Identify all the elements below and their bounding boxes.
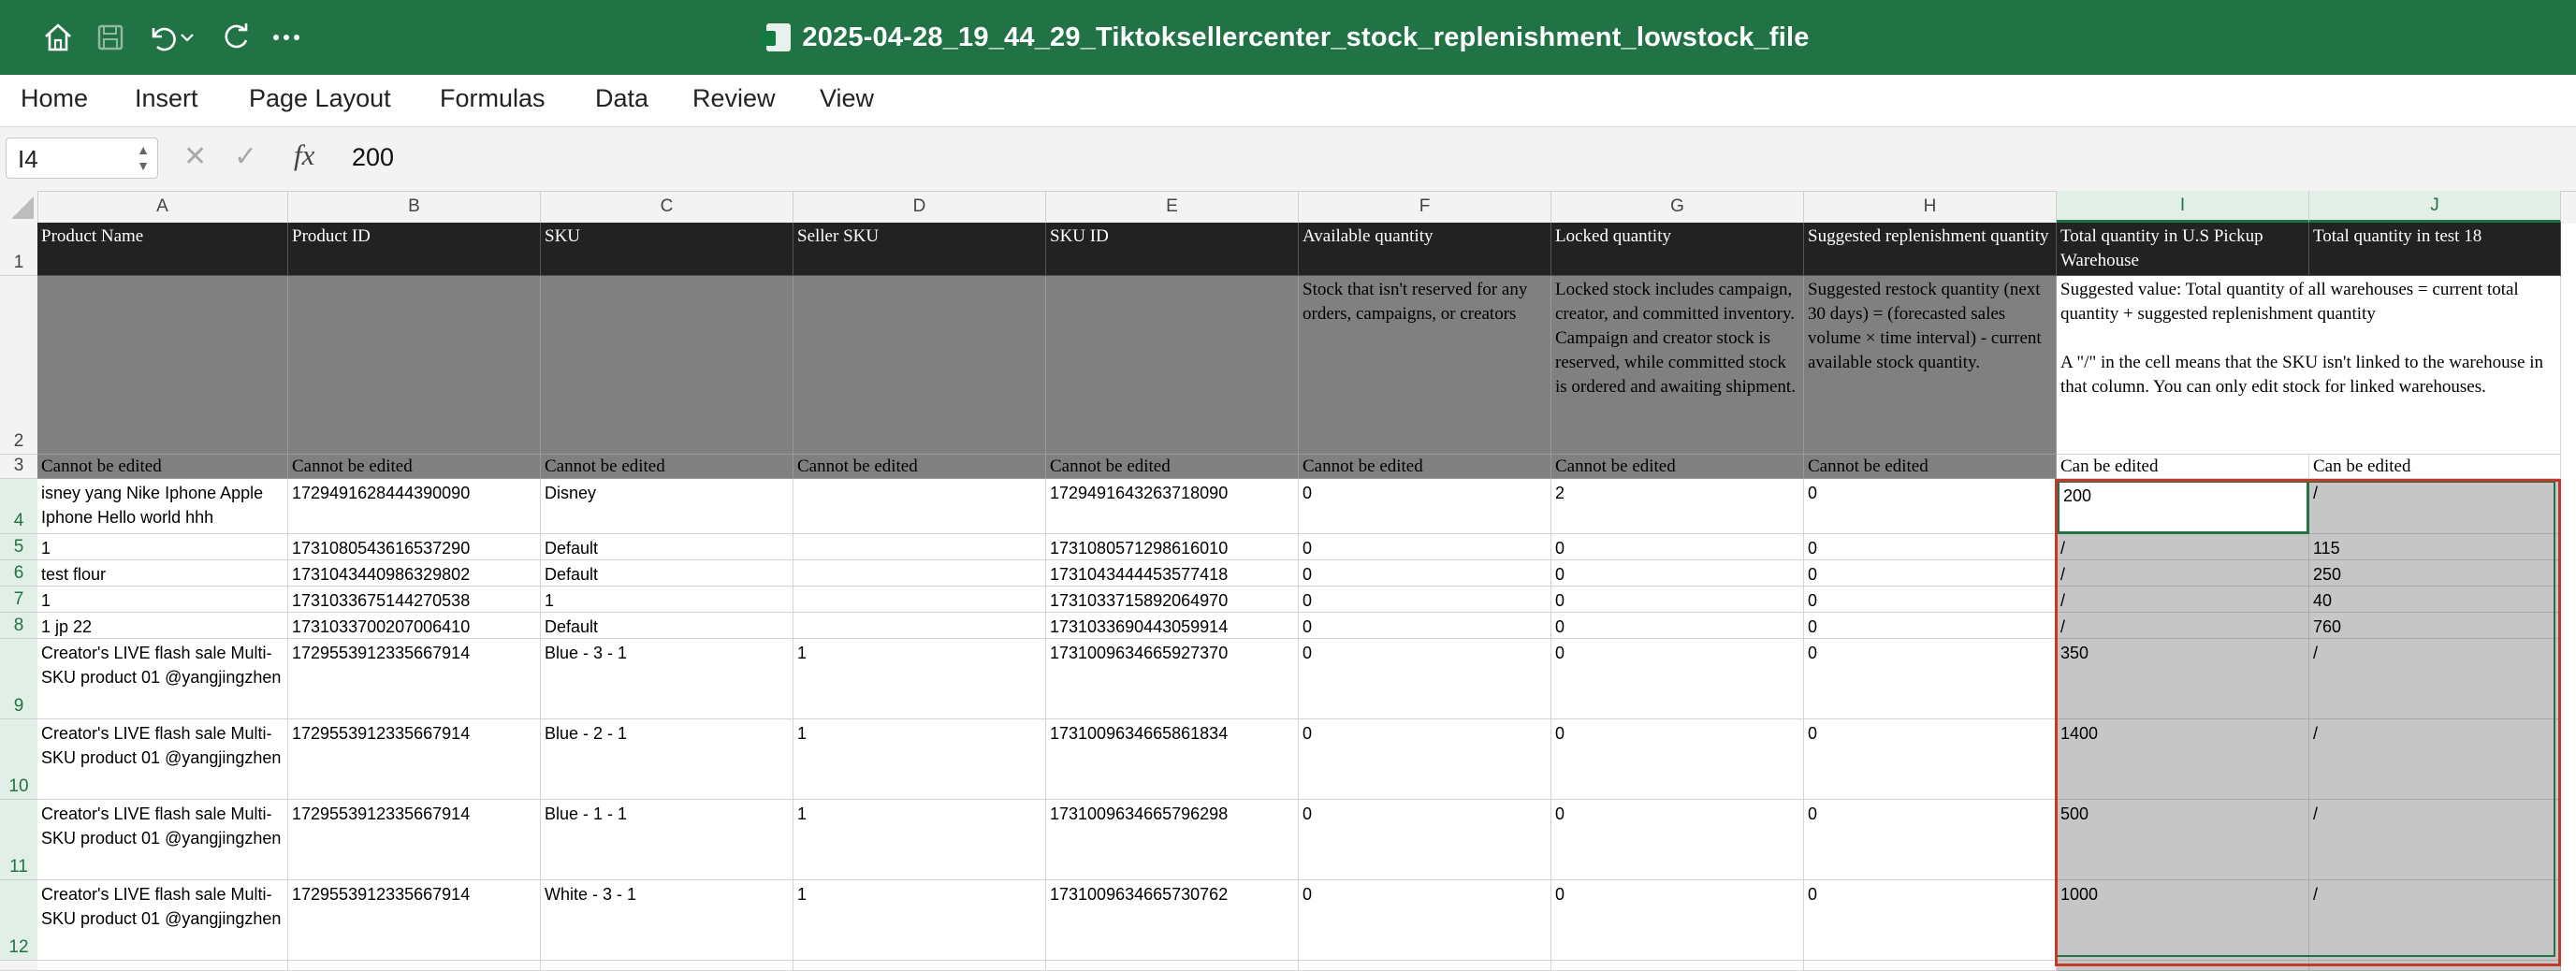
row-header-7[interactable]: 7: [0, 587, 37, 613]
cell-partial-row[interactable]: [793, 961, 1046, 971]
cell-seller-sku[interactable]: [793, 560, 1046, 587]
note-warehouse-line-1: Suggested value: Total quantity of all warehouses = current total quantity + suggested replenishment quantity: [2060, 280, 2519, 324]
cell-partial-row[interactable]: [288, 961, 541, 971]
cell-seller-sku[interactable]: [793, 479, 1046, 534]
cell-locked-qty[interactable]: 0: [1551, 639, 1804, 719]
cell-sku[interactable]: Default: [541, 613, 793, 639]
col-header-i[interactable]: I: [2057, 191, 2309, 223]
cell-product-name[interactable]: isney yang Nike Iphone Apple Iphone Hello world hhh: [37, 479, 288, 534]
cell-sku[interactable]: Default: [541, 534, 793, 560]
cell-suggested-qty[interactable]: 0: [1804, 534, 2057, 560]
cell-test-18-qty[interactable]: /: [2309, 479, 2561, 534]
cell-seller-sku[interactable]: [793, 534, 1046, 560]
cell-product-id[interactable]: 1731033675144270538: [288, 587, 541, 613]
col-header-e[interactable]: E: [1046, 191, 1299, 223]
cell-test-18-qty[interactable]: 250: [2309, 560, 2561, 587]
title-bar: [0, 0, 2576, 75]
tab-data[interactable]: Data: [595, 84, 649, 112]
note-suggested-replenishment[interactable]: Suggested restock quantity (next 30 days) = (forecasted sales volume × time interval) - current available stock quantity.: [1804, 276, 2057, 455]
cell-sku[interactable]: Blue - 1 - 1: [541, 800, 793, 880]
cell-available-qty[interactable]: 0: [1299, 534, 1551, 560]
cell-sku[interactable]: White - 3 - 1: [541, 880, 793, 961]
label-cannot-edit-e[interactable]: Cannot be edited: [1046, 455, 1299, 479]
cell-partial-row[interactable]: [1804, 961, 2057, 971]
cell-sku[interactable]: Blue - 3 - 1: [541, 639, 793, 719]
col-header-b[interactable]: B: [288, 191, 541, 223]
label-cannot-edit-c[interactable]: Cannot be edited: [541, 455, 793, 479]
name-box-spinner-icon[interactable]: ▲ ▼: [137, 142, 150, 173]
cell-seller-sku[interactable]: 1: [793, 719, 1046, 800]
label-can-edit-j[interactable]: Can be edited: [2309, 455, 2561, 479]
cell-suggested-qty[interactable]: 0: [1804, 613, 2057, 639]
cell-available-qty[interactable]: 0: [1299, 880, 1551, 961]
row-header-10[interactable]: 10: [0, 719, 37, 800]
row-header-11[interactable]: 11: [0, 800, 37, 880]
note-warehouse-line-2: A "/" in the cell means that the SKU isn't linked to the warehouse in that column. You can only edit stock for linked warehouses.: [2060, 353, 2544, 397]
note-cell-d[interactable]: [793, 276, 1046, 455]
cell-locked-qty[interactable]: 0: [1551, 560, 1804, 587]
cell-seller-sku[interactable]: [793, 613, 1046, 639]
window-title: [0, 0, 2576, 75]
header-sku-id[interactable]: SKU ID: [1046, 223, 1299, 276]
cell-product-id[interactable]: 1731043440986329802: [288, 560, 541, 587]
row-header-1[interactable]: 1: [0, 223, 37, 276]
cell-suggested-qty[interactable]: 0: [1804, 800, 2057, 880]
cell-locked-qty[interactable]: 0: [1551, 613, 1804, 639]
cell-us-pickup-qty[interactable]: 350: [2057, 639, 2309, 719]
function-icon[interactable]: fx: [294, 138, 315, 171]
tab-review[interactable]: Review: [692, 84, 776, 112]
cell-sku-id[interactable]: 1731033690443059914: [1046, 613, 1299, 639]
cell-seller-sku[interactable]: 1: [793, 880, 1046, 961]
header-sku[interactable]: SKU: [541, 223, 793, 276]
cell-suggested-qty[interactable]: 0: [1804, 880, 2057, 961]
cell-us-pickup-qty[interactable]: /: [2057, 587, 2309, 613]
cell-sku[interactable]: 1: [541, 587, 793, 613]
cell-test-18-qty[interactable]: /: [2309, 800, 2561, 880]
cell-sku[interactable]: Disney: [541, 479, 793, 534]
cell-product-id[interactable]: 1731080543616537290: [288, 534, 541, 560]
note-locked-quantity[interactable]: Locked stock includes campaign, creator, and committed inventory. Campaign and creator stock is reserved, while committed stock is ordered and awaiting shipment.: [1551, 276, 1804, 455]
cell-available-qty[interactable]: 0: [1299, 560, 1551, 587]
cell-us-pickup-qty[interactable]: 1000: [2057, 880, 2309, 961]
col-header-d[interactable]: D: [793, 191, 1046, 223]
note-cell-a[interactable]: [37, 276, 288, 455]
cell-product-name[interactable]: test flour: [37, 560, 288, 587]
active-cell-i4[interactable]: 200: [2057, 479, 2309, 534]
cell-test-18-qty[interactable]: 40: [2309, 587, 2561, 613]
cell-test-18-qty[interactable]: 760: [2309, 613, 2561, 639]
label-cannot-edit-g[interactable]: Cannot be edited: [1551, 455, 1804, 479]
cell-partial-row[interactable]: [37, 961, 288, 971]
cell-partial-row[interactable]: [1551, 961, 1804, 971]
cell-suggested-qty[interactable]: 0: [1804, 587, 2057, 613]
cell-partial-row[interactable]: [541, 961, 793, 971]
cell-product-id[interactable]: 1729553912335667914: [288, 880, 541, 961]
tab-formulas[interactable]: Formulas: [440, 84, 546, 112]
col-header-j[interactable]: J: [2309, 191, 2561, 223]
cell-sku[interactable]: Default: [541, 560, 793, 587]
excel-file-icon: [766, 23, 791, 51]
cell-test-18-qty[interactable]: 115: [2309, 534, 2561, 560]
file-name: 2025-04-28_19_44_29_Tiktoksellercenter_stock_replenishment_lowstock_file: [802, 22, 1810, 52]
name-box[interactable]: [6, 138, 158, 179]
cell-partial-row[interactable]: [1299, 961, 1551, 971]
ribbon-tabs: [0, 75, 2576, 127]
cell-sku-id[interactable]: 1731033715892064970: [1046, 587, 1299, 613]
tab-home[interactable]: Home: [21, 84, 89, 112]
cell-sku-id[interactable]: 1729491643263718090: [1046, 479, 1299, 534]
select-all-corner[interactable]: [0, 191, 38, 223]
tab-view[interactable]: View: [820, 84, 875, 112]
cell-available-qty[interactable]: 0: [1299, 719, 1551, 800]
cell-product-id[interactable]: 1729553912335667914: [288, 800, 541, 880]
cancel-icon[interactable]: ✕: [183, 141, 208, 172]
header-us-pickup-warehouse[interactable]: Total quantity in U.S Pickup Warehouse: [2057, 223, 2309, 276]
row-header-2[interactable]: 2: [0, 276, 37, 455]
cell-product-name[interactable]: 1: [37, 534, 288, 560]
cell-sku-id[interactable]: 1731009634665796298: [1046, 800, 1299, 880]
cell-sku-id[interactable]: 1731043444453577418: [1046, 560, 1299, 587]
header-test-18-warehouse[interactable]: Total quantity in test 18: [2309, 223, 2561, 276]
header-suggested-replenishment[interactable]: Suggested replenishment quantity: [1804, 223, 2057, 276]
header-product-name[interactable]: Product Name: [37, 223, 288, 276]
cell-product-id[interactable]: 1729553912335667914: [288, 719, 541, 800]
cell-available-qty[interactable]: 0: [1299, 639, 1551, 719]
col-header-c[interactable]: C: [541, 191, 793, 223]
cell-available-qty[interactable]: 0: [1299, 613, 1551, 639]
tab-page-layout[interactable]: Page Layout: [249, 84, 391, 112]
row-header-8[interactable]: 8: [0, 613, 37, 639]
row-header-6[interactable]: 6: [0, 560, 37, 587]
confirm-icon[interactable]: ✓: [234, 141, 258, 172]
cell-suggested-qty[interactable]: 0: [1804, 479, 2057, 534]
cell-seller-sku[interactable]: 1: [793, 800, 1046, 880]
cell-available-qty[interactable]: 0: [1299, 479, 1551, 534]
cell-product-name[interactable]: Creator's LIVE flash sale Multi-SKU product 01 @yangjingzhen: [37, 639, 288, 719]
name-box-value: I4: [18, 145, 38, 173]
note-available-quantity[interactable]: Stock that isn't reserved for any orders, campaigns, or creators: [1299, 276, 1551, 455]
cell-seller-sku[interactable]: [793, 587, 1046, 613]
row-header-12[interactable]: 12: [0, 880, 37, 961]
header-seller-sku[interactable]: Seller SKU: [793, 223, 1046, 276]
cell-test-18-qty[interactable]: /: [2309, 719, 2561, 800]
header-available-quantity[interactable]: Available quantity: [1299, 223, 1551, 276]
cell-sku-id[interactable]: 1731009634665730762: [1046, 880, 1299, 961]
cell-us-pickup-qty[interactable]: 1400: [2057, 719, 2309, 800]
cell-us-pickup-qty[interactable]: 500: [2057, 800, 2309, 880]
cell-locked-qty[interactable]: 0: [1551, 587, 1804, 613]
cell-locked-qty[interactable]: 0: [1551, 800, 1804, 880]
cell-partial-row[interactable]: [1046, 961, 1299, 971]
cell-sku-id[interactable]: 1731080571298616010: [1046, 534, 1299, 560]
formula-input[interactable]: 200: [352, 143, 395, 171]
row-header-3[interactable]: 3: [0, 455, 37, 479]
cell-sku[interactable]: Blue - 2 - 1: [541, 719, 793, 800]
cell-us-pickup-qty[interactable]: /: [2057, 613, 2309, 639]
cell-seller-sku[interactable]: 1: [793, 639, 1046, 719]
tab-insert[interactable]: Insert: [135, 84, 198, 112]
cell-partial-row[interactable]: [2057, 961, 2309, 971]
note-warehouse-instructions[interactable]: [2057, 276, 2561, 455]
col-header-a[interactable]: A: [37, 191, 288, 223]
cell-test-18-qty[interactable]: /: [2309, 880, 2561, 961]
label-can-edit-i[interactable]: Can be edited: [2057, 455, 2309, 479]
row-header-9[interactable]: 9: [0, 639, 37, 719]
cell-sku-id[interactable]: 1731009634665861834: [1046, 719, 1299, 800]
cell-suggested-qty[interactable]: 0: [1804, 560, 2057, 587]
label-cannot-edit-d[interactable]: Cannot be edited: [793, 455, 1046, 479]
cell-us-pickup-qty[interactable]: /: [2057, 534, 2309, 560]
cell-product-name[interactable]: Creator's LIVE flash sale Multi-SKU product 01 @yangjingzhen: [37, 719, 288, 800]
row-header-4[interactable]: 4: [0, 479, 37, 534]
label-cannot-edit-b[interactable]: Cannot be edited: [288, 455, 541, 479]
note-cell-c[interactable]: [541, 276, 793, 455]
cell-partial-row[interactable]: [2309, 961, 2561, 971]
col-header-h[interactable]: H: [1804, 191, 2057, 223]
col-header-f[interactable]: F: [1299, 191, 1551, 223]
cell-test-18-qty[interactable]: /: [2309, 639, 2561, 719]
col-header-g[interactable]: G: [1551, 191, 1804, 223]
row-header-partial[interactable]: [0, 961, 37, 971]
cell-product-id[interactable]: 1729553912335667914: [288, 639, 541, 719]
label-cannot-edit-f[interactable]: Cannot be edited: [1299, 455, 1551, 479]
header-product-id[interactable]: Product ID: [288, 223, 541, 276]
cell-product-name[interactable]: 1: [37, 587, 288, 613]
cell-locked-qty[interactable]: 0: [1551, 719, 1804, 800]
cell-locked-qty[interactable]: 2: [1551, 479, 1804, 534]
row-header-5[interactable]: 5: [0, 534, 37, 560]
cell-product-name[interactable]: 1 jp 22: [37, 613, 288, 639]
cell-product-id[interactable]: 1729491628444390090: [288, 479, 541, 534]
cell-product-id[interactable]: 1731033700207006410: [288, 613, 541, 639]
note-cell-b[interactable]: [288, 276, 541, 455]
cell-available-qty[interactable]: 0: [1299, 800, 1551, 880]
header-locked-quantity[interactable]: Locked quantity: [1551, 223, 1804, 276]
cell-product-name[interactable]: Creator's LIVE flash sale Multi-SKU product 01 @yangjingzhen: [37, 880, 288, 961]
label-cannot-edit-h[interactable]: Cannot be edited: [1804, 455, 2057, 479]
cell-suggested-qty[interactable]: 0: [1804, 719, 2057, 800]
cell-product-name[interactable]: Creator's LIVE flash sale Multi-SKU product 01 @yangjingzhen: [37, 800, 288, 880]
label-cannot-edit-a[interactable]: Cannot be edited: [37, 455, 288, 479]
cell-locked-qty[interactable]: 0: [1551, 880, 1804, 961]
cell-sku-id[interactable]: 1731009634665927370: [1046, 639, 1299, 719]
cell-suggested-qty[interactable]: 0: [1804, 639, 2057, 719]
note-cell-e[interactable]: [1046, 276, 1299, 455]
cell-available-qty[interactable]: 0: [1299, 587, 1551, 613]
cell-us-pickup-qty[interactable]: /: [2057, 560, 2309, 587]
cell-locked-qty[interactable]: 0: [1551, 534, 1804, 560]
